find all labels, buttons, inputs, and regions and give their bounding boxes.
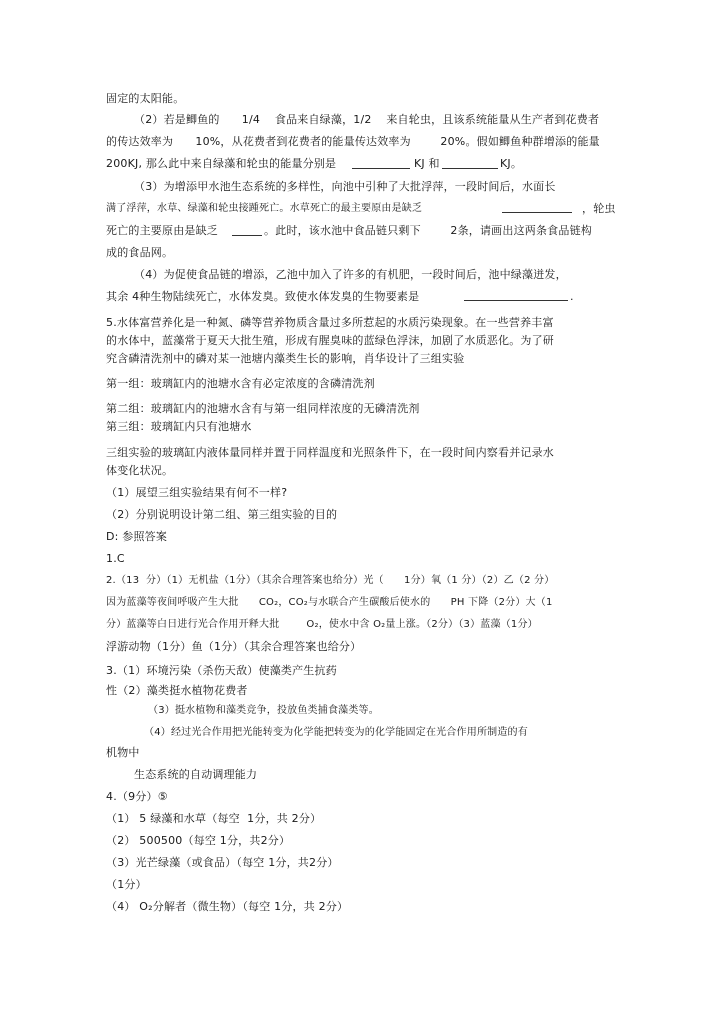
text-line: 第二组：玻璃缸内的池塘水含有与第一组同样浓度的无磷清洗剂 [106, 402, 420, 415]
text-line: 。此时，该水池中食品链只剩下 2条，请画出这两条食品链构 [264, 224, 592, 237]
text-line: （2） 500500（每空 1分，共2分） [106, 834, 291, 847]
text-line: （1分） [106, 878, 147, 891]
text-line: 生态系统的自动调理能力 [134, 768, 258, 781]
text-line: 满了浮萍，水草、绿藻和轮虫接踵死亡。水草死亡的最主要原由是缺乏 [106, 203, 423, 214]
text-line: 死亡的主要原由是缺乏 [106, 224, 218, 237]
text-line: 机物中 [106, 746, 140, 759]
text-line: 性（2）藻类挺水植物花费者 [106, 684, 248, 697]
text-line: （3）为增添甲水池生态系统的多样性，向池中引种了大批浮萍，一段时间后，水面长 [134, 180, 556, 193]
answer-blank [352, 157, 410, 169]
text-line: 4.（9分）⑤ [106, 790, 168, 803]
text-line: . [570, 290, 574, 303]
text-line: 浮游动物（1分）鱼（1分）（其余合理答案也给分） [106, 640, 362, 653]
text-line: 的传达效率为 10%，从花费者到花费者的能量传达效率为 20%。假如鲫鱼种群增添的能量 [106, 135, 600, 148]
answer-blank [442, 157, 498, 169]
text-line: KJ 和 [414, 157, 440, 170]
text-line: 第三组：玻璃缸内只有池塘水 [106, 420, 252, 433]
answer-blank [232, 224, 262, 236]
text-line: D: 参照答案 [106, 530, 168, 543]
text-line: 分）蓝藻等白日进行光合作用开释大批 O₂，使水中含 O₂量上涨。（2分）（3）蓝藻（1分） [106, 619, 538, 630]
text-line: 固定的太阳能。 [106, 92, 185, 105]
text-line: （4）为促使食品链的增添，乙池中加入了许多的有机肥，一段时间后，池中绿藻迸发， [134, 268, 567, 281]
answer-blank [464, 289, 568, 301]
text-line: （1） 5 绿藻和水草（每空 1分，共 2分） [106, 812, 322, 825]
text-line: KJ。 [500, 157, 523, 170]
text-line: （4） O₂分解者（微生物）（每空 1分，共 2分） [106, 900, 349, 913]
text-line: （1）展望三组实验结果有何不一样? [106, 486, 288, 499]
text-line: 其余 4种生物陆续死亡，水体发臭。致使水体发臭的生物要素是 [106, 290, 420, 303]
text-line: 的水体中，蓝藻常于夏天大批生殖，形成有腥臭味的蓝绿色浮沫，加剧了水质恶化。为了研 [106, 334, 554, 347]
text-line: 三组实验的玻璃缸内液体量同样并置于同样温度和光照条件下，在一段时间内察看并记录水 [106, 446, 554, 459]
text-line: 3.（1）环境污染（杀伤天敌）使藻类产生抗药 [106, 664, 337, 677]
text-line: ，轮虫 [582, 202, 616, 215]
text-line: 1.C [106, 552, 125, 565]
text-line: （2）分别说明设计第二组、第三组实验的目的 [106, 508, 338, 521]
text-line: （3）挺水植物和藻类竞争，投放鱼类捕食藻类等。 [148, 705, 379, 716]
text-line: 成的食品网。 [106, 246, 174, 259]
text-line: 5.水体富营养化是一种氮、磷等营养物质含量过多所惹起的水质污染现象。在一些营养丰富 [106, 316, 554, 329]
answer-blank [502, 201, 572, 213]
text-line: （3）光芒绿藻（或食品）（每空 1分，共2分） [106, 856, 339, 869]
text-line: 究含磷清洗剂中的磷对某一池塘内藻类生长的影响，肖华设计了三组实验 [106, 352, 465, 365]
text-line: 200KJ, 那么此中来自绿藻和轮虫的能量分别是 [106, 157, 337, 170]
text-line: 体变化状况。 [106, 464, 174, 477]
text-line: 第一组：玻璃缸内的池塘水含有必定浓度的含磷清洗剂 [106, 377, 375, 390]
text-line: （2）若是鲫鱼的 1/4 食品来自绿藻，1/2 来自轮虫，且该系统能量从生产者到花费者 [134, 113, 600, 126]
text-line: （4）经过光合作用把光能转变为化学能把转变为的化学能固定在光合作用所制造的有 [144, 727, 528, 738]
text-line: 因为蓝藻等夜间呼吸产生大批 CO₂，CO₂与水联合产生碳酸后使水的 PH 下降（2分）大（1 [106, 597, 553, 608]
text-line: 2.（13 分）（1）无机盐（1分）（其余合理答案也给分）光（ 1分）氧（1 分）（2）乙（2 分） [106, 575, 555, 586]
